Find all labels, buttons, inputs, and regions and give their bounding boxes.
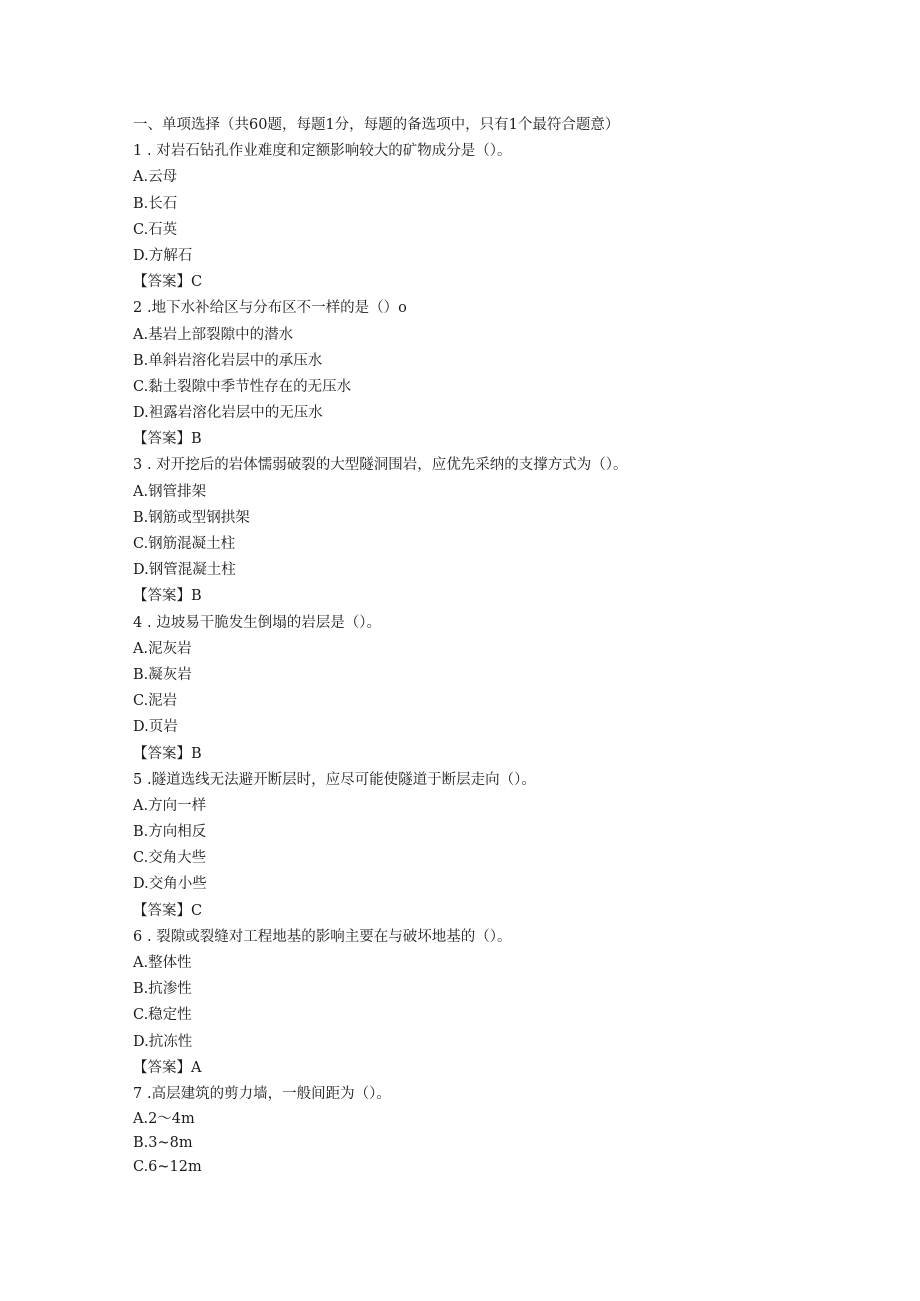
answer-option: A.2～4m <box>133 1111 195 1128</box>
answer-option: A.钢管排架 <box>133 483 207 500</box>
question-block <box>133 924 813 1081</box>
section-header: 一、单项选择（共60题，每题1分，每题的备选项中，只有1个最符合题意） <box>133 117 620 133</box>
question-text: . 对开挖后的岩体懦弱破裂的大型隧洞围岩，应优先采纳的支撑方式为（）。 <box>147 457 628 474</box>
answer-option: C.泥岩 <box>133 693 178 710</box>
question-stem <box>133 610 813 636</box>
answer-option: A.整体性 <box>133 955 192 971</box>
question-number: 5 <box>133 771 143 788</box>
answer-option: D.钢管混凝土柱 <box>133 562 236 579</box>
question-block <box>133 610 813 767</box>
question-text: .地下水补给区与分布区不一样的是（）o <box>147 300 407 317</box>
answer-option: D.交角小些 <box>133 876 207 893</box>
answer-option: A.云母 <box>133 169 178 186</box>
answer-option: B.单斜岩溶化岩层中的承压水 <box>133 352 323 369</box>
answer-option: B.凝灰岩 <box>133 666 192 683</box>
question-stem <box>133 924 813 950</box>
question-stem <box>133 138 813 164</box>
question-stem <box>133 1081 813 1107</box>
question-number: 6 <box>133 928 143 945</box>
answer-key: 【答案】C <box>133 274 203 291</box>
question-text: .高层建筑的剪力墙，一般间距为（）。 <box>147 1085 391 1102</box>
question-block <box>133 295 813 452</box>
question-number: 7 <box>133 1085 143 1102</box>
question-stem <box>133 452 813 478</box>
question-block <box>133 1081 813 1179</box>
question-list <box>133 138 813 1179</box>
answer-key: 【答案】C <box>133 902 203 919</box>
question-text: .隧道选线无法避开断层时，应尽可能使隧道于断层走向（）。 <box>147 771 536 788</box>
question-text: . 对岩石钻孔作业难度和定额影响较大的矿物成分是（）。 <box>147 143 512 160</box>
answer-option: A.泥灰岩 <box>133 640 192 657</box>
answer-option: A.方向一样 <box>133 797 207 814</box>
answer-option: D.方解石 <box>133 247 193 264</box>
question-block <box>133 767 813 924</box>
answer-option: C.交角大些 <box>133 850 207 867</box>
question-block <box>133 138 813 295</box>
answer-option: C.稳定性 <box>133 1007 192 1024</box>
answer-option: C.钢筋混凝土柱 <box>133 536 236 552</box>
answer-key: 【答案】B <box>133 588 202 605</box>
question-number: 3 <box>133 457 143 474</box>
answer-option: D.袒露岩溶化岩层中的无压水 <box>133 405 323 422</box>
question-text: . 边坡易干脆发生倒塌的岩层是（）。 <box>147 614 381 631</box>
question-text: . 裂隙或裂缝对工程地基的影响主要在与破坏地基的（）。 <box>147 928 512 945</box>
answer-option: B.3~8m <box>133 1135 193 1152</box>
answer-option: D.抗冻性 <box>133 1033 193 1050</box>
answer-option: B.长石 <box>133 195 178 212</box>
document-body <box>133 112 813 1179</box>
question-stem <box>133 767 813 793</box>
answer-option: C.石英 <box>133 221 178 238</box>
answer-option: C.黏土裂隙中季节性存在的无压水 <box>133 378 352 395</box>
question-block <box>133 452 813 609</box>
question-number: 4 <box>133 614 143 631</box>
answer-key: 【答案】A <box>133 1059 202 1076</box>
answer-key: 【答案】B <box>133 745 202 762</box>
question-number: 2 <box>133 300 143 317</box>
answer-option: B.钢筋或型钢拱架 <box>133 509 250 526</box>
answer-option: A.基岩上部裂隙中的潜水 <box>133 326 294 343</box>
question-number: 1 <box>133 143 143 160</box>
answer-option: D.页岩 <box>133 719 178 736</box>
answer-option: B.方向相反 <box>133 824 207 841</box>
answer-option: C.6~12m <box>133 1159 202 1176</box>
question-stem <box>133 295 813 321</box>
answer-key: 【答案】B <box>133 431 202 448</box>
answer-option: B.抗渗性 <box>133 981 192 998</box>
